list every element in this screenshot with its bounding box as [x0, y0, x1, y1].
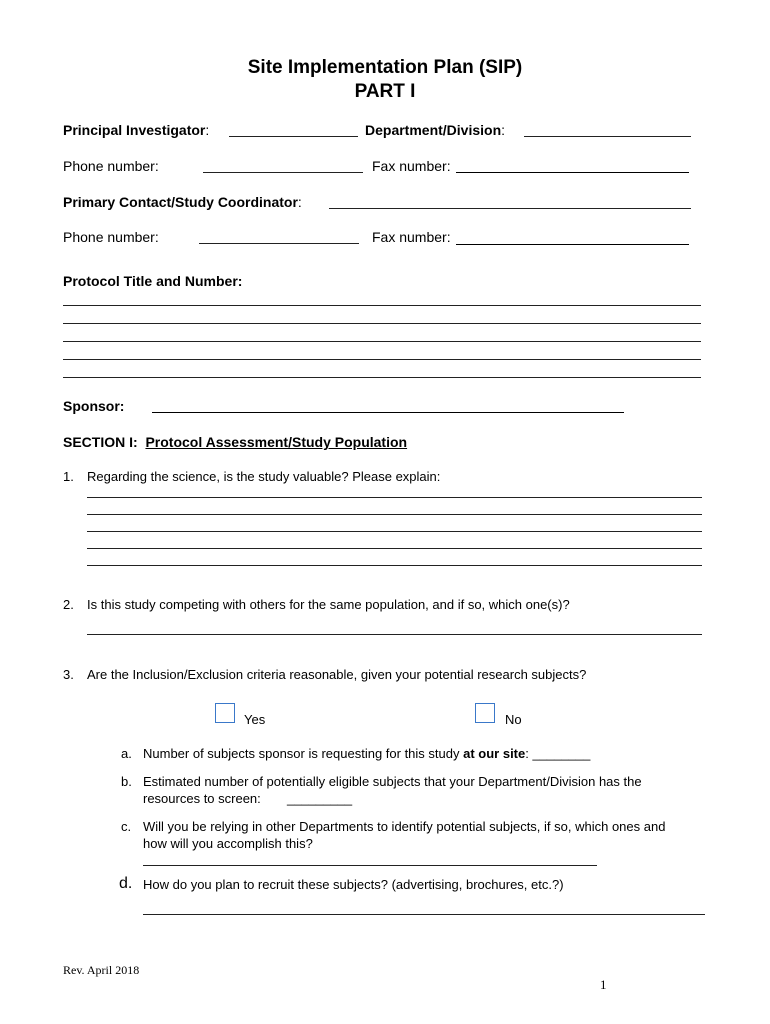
primary-contact-field-label — [63, 194, 302, 210]
q1-line-2[interactable] — [87, 514, 702, 515]
item-a-text-row — [143, 746, 590, 761]
q1-line-5[interactable] — [87, 565, 702, 566]
item-d-answer-line[interactable] — [143, 914, 705, 915]
fax2-input-line[interactable] — [456, 244, 689, 245]
q1-line-3[interactable] — [87, 531, 702, 532]
section1-prefix: SECTION I: — [63, 434, 138, 450]
q2-text: Is this study competing with others for the same population, and if so, which one(s)? — [87, 597, 570, 612]
yes-label: Yes — [244, 712, 266, 727]
pi-label: Principal Investigator — [63, 122, 206, 138]
pi-field-label — [63, 122, 209, 138]
item-c-text-2: how will you accomplish this? — [143, 836, 313, 851]
dept-label: Department/Division — [365, 122, 502, 138]
section1-title: Protocol Assessment/Study Population — [145, 434, 408, 450]
protocol-line-5[interactable] — [63, 377, 701, 378]
fax-input-line[interactable] — [456, 172, 689, 173]
sponsor-input-line[interactable] — [152, 412, 624, 413]
item-a-letter: a. — [121, 746, 132, 761]
phone2-label: Phone number: — [63, 229, 159, 245]
protocol-line-4[interactable] — [63, 359, 701, 360]
q3-number: 3. — [63, 667, 74, 682]
dept-colon: : — [501, 122, 506, 138]
pi-input-line[interactable] — [229, 136, 358, 137]
item-d-letter: d. — [119, 875, 133, 892]
phone-label: Phone number: — [63, 158, 159, 174]
q2-answer-line[interactable] — [87, 634, 702, 635]
item-b-text-2: resources to screen: — [143, 791, 261, 806]
fax2-label: Fax number: — [372, 229, 451, 245]
document-part: PART I — [354, 81, 416, 102]
revision-note: Rev. April 2018 — [63, 963, 140, 977]
page-number: 1 — [600, 977, 607, 992]
q1-number: 1. — [63, 469, 74, 484]
primary-contact-colon: : — [297, 194, 302, 210]
protocol-line-2[interactable] — [63, 323, 701, 324]
q1-line-4[interactable] — [87, 548, 702, 549]
protocol-line-1[interactable] — [63, 305, 701, 306]
pi-colon: : — [205, 122, 210, 138]
item-c-text-1: Will you be relying in other Departments to identify potential subjects, if so, which ones and — [143, 819, 666, 834]
item-d-text: How do you plan to recruit these subjects? (advertising, brochures, etc.?) — [143, 877, 564, 892]
protocol-line-3[interactable] — [63, 341, 701, 342]
item-a-tail: : ________ — [525, 746, 591, 761]
phone-input-line[interactable] — [203, 172, 363, 173]
document-title: Site Implementation Plan (SIP) — [247, 57, 523, 78]
q1-text: Regarding the science, is the study valuable? Please explain: — [87, 469, 441, 484]
phone2-input-line[interactable] — [199, 243, 359, 244]
item-a-text: Number of subjects sponsor is requesting for this study — [143, 746, 460, 761]
primary-contact-label: Primary Contact/Study Coordinator — [63, 194, 298, 210]
section1-heading — [63, 434, 407, 450]
q2-number: 2. — [63, 597, 74, 612]
sponsor-label: Sponsor: — [63, 398, 125, 414]
fax-label: Fax number: — [372, 158, 451, 174]
item-b-text-1: Estimated number of potentially eligible subjects that your Department/Division has the — [143, 774, 642, 789]
protocol-title-label: Protocol Title and Number: — [63, 273, 243, 289]
dept-field-label — [365, 122, 505, 138]
item-c-letter: c. — [121, 819, 132, 834]
no-checkbox[interactable] — [475, 703, 495, 723]
primary-contact-input-line[interactable] — [329, 208, 691, 209]
dept-input-line[interactable] — [524, 136, 691, 137]
item-b-letter: b. — [121, 774, 132, 789]
item-b-blank[interactable]: _________ — [287, 791, 353, 806]
q1-line-1[interactable] — [87, 497, 702, 498]
item-a-bold: at our site — [463, 746, 526, 761]
yes-checkbox[interactable] — [215, 703, 235, 723]
q3-text: Are the Inclusion/Exclusion criteria reasonable, given your potential research subjects? — [87, 667, 587, 682]
no-label: No — [505, 712, 522, 727]
item-c-answer-line[interactable] — [143, 865, 597, 866]
